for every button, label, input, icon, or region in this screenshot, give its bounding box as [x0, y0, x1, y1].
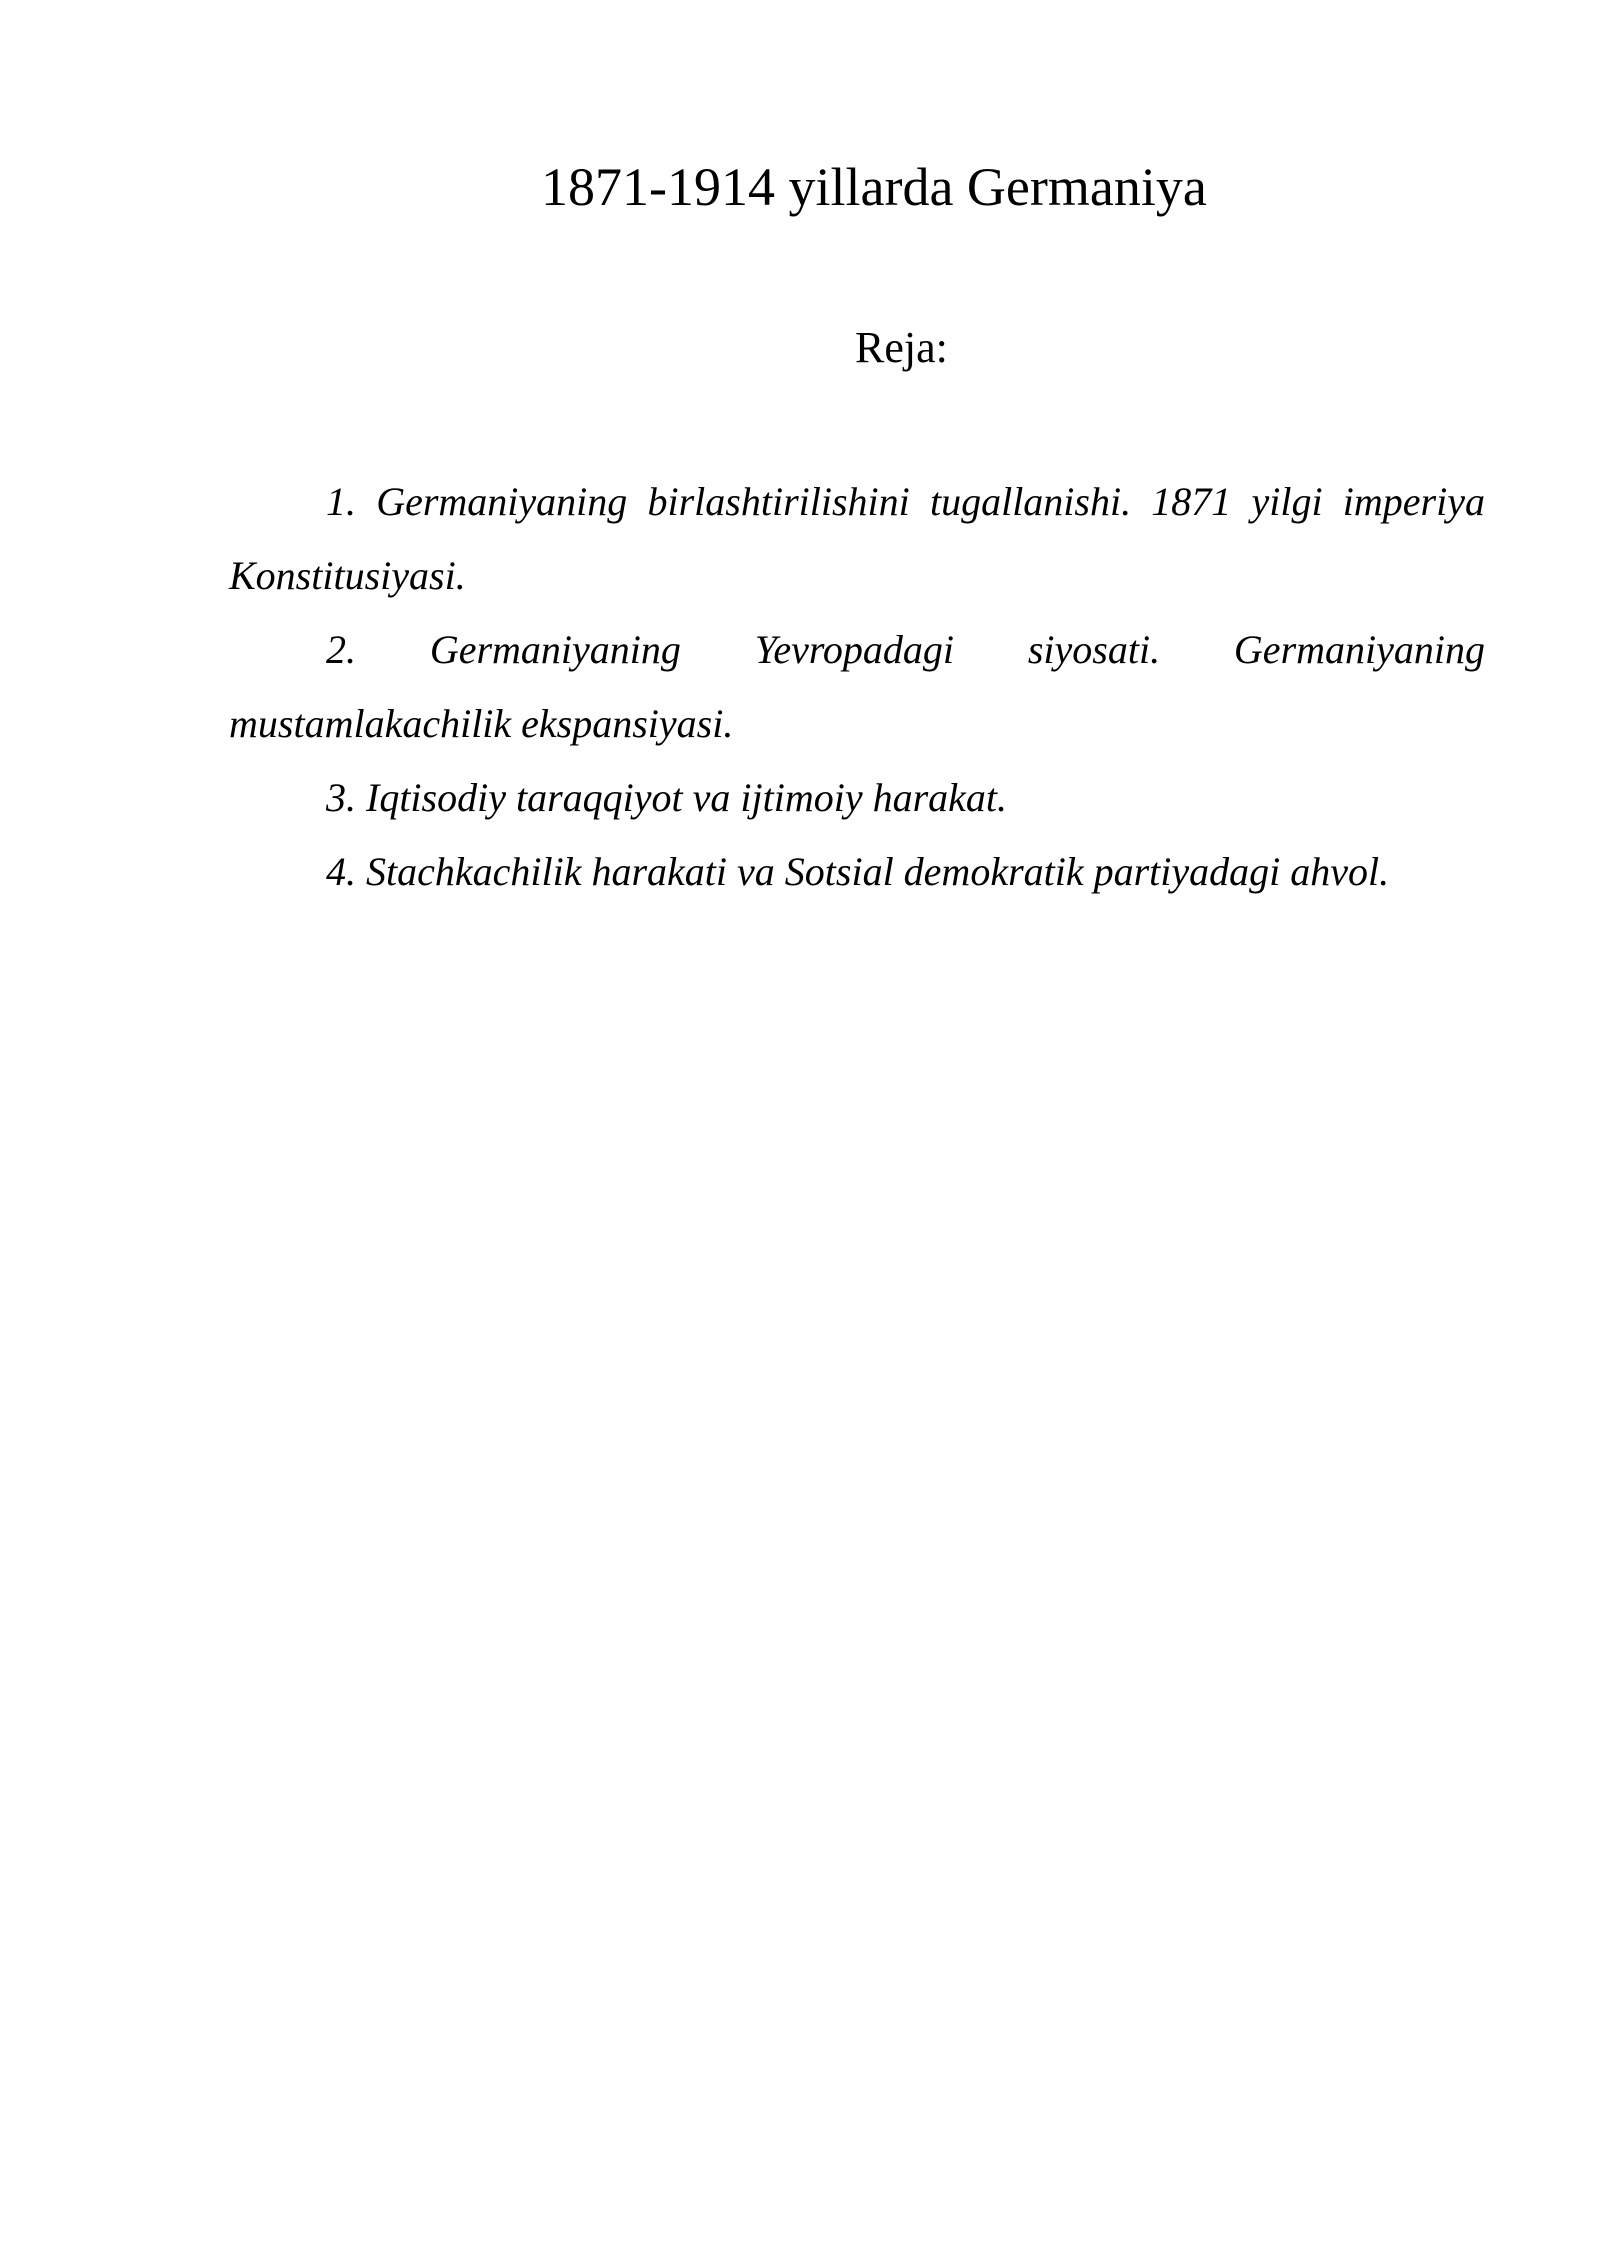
plan-item-3: 3. Iqtisodiy taraqqiyot va ijtimoiy harakat.	[326, 775, 1008, 820]
plan-item-4: 4. Stachkachilik harakati va Sotsial demokratik partiyadagi ahvol.	[326, 849, 1390, 894]
page-title: 1871-1914 yillarda Germaniya	[541, 157, 1207, 217]
plan-list	[229, 465, 1485, 909]
plan-item-1: 1. Germaniyaning birlashtirilishini tugallanishi. 1871 yilgi imperiya Konstitusiyasi.	[229, 479, 1485, 598]
plan-item-2: 2. Germaniyaning Yevropadagi siyosati. Germaniyaning mustamlakachilik ekspansiyasi.	[229, 627, 1485, 746]
plan-heading: Reja:	[855, 323, 948, 372]
